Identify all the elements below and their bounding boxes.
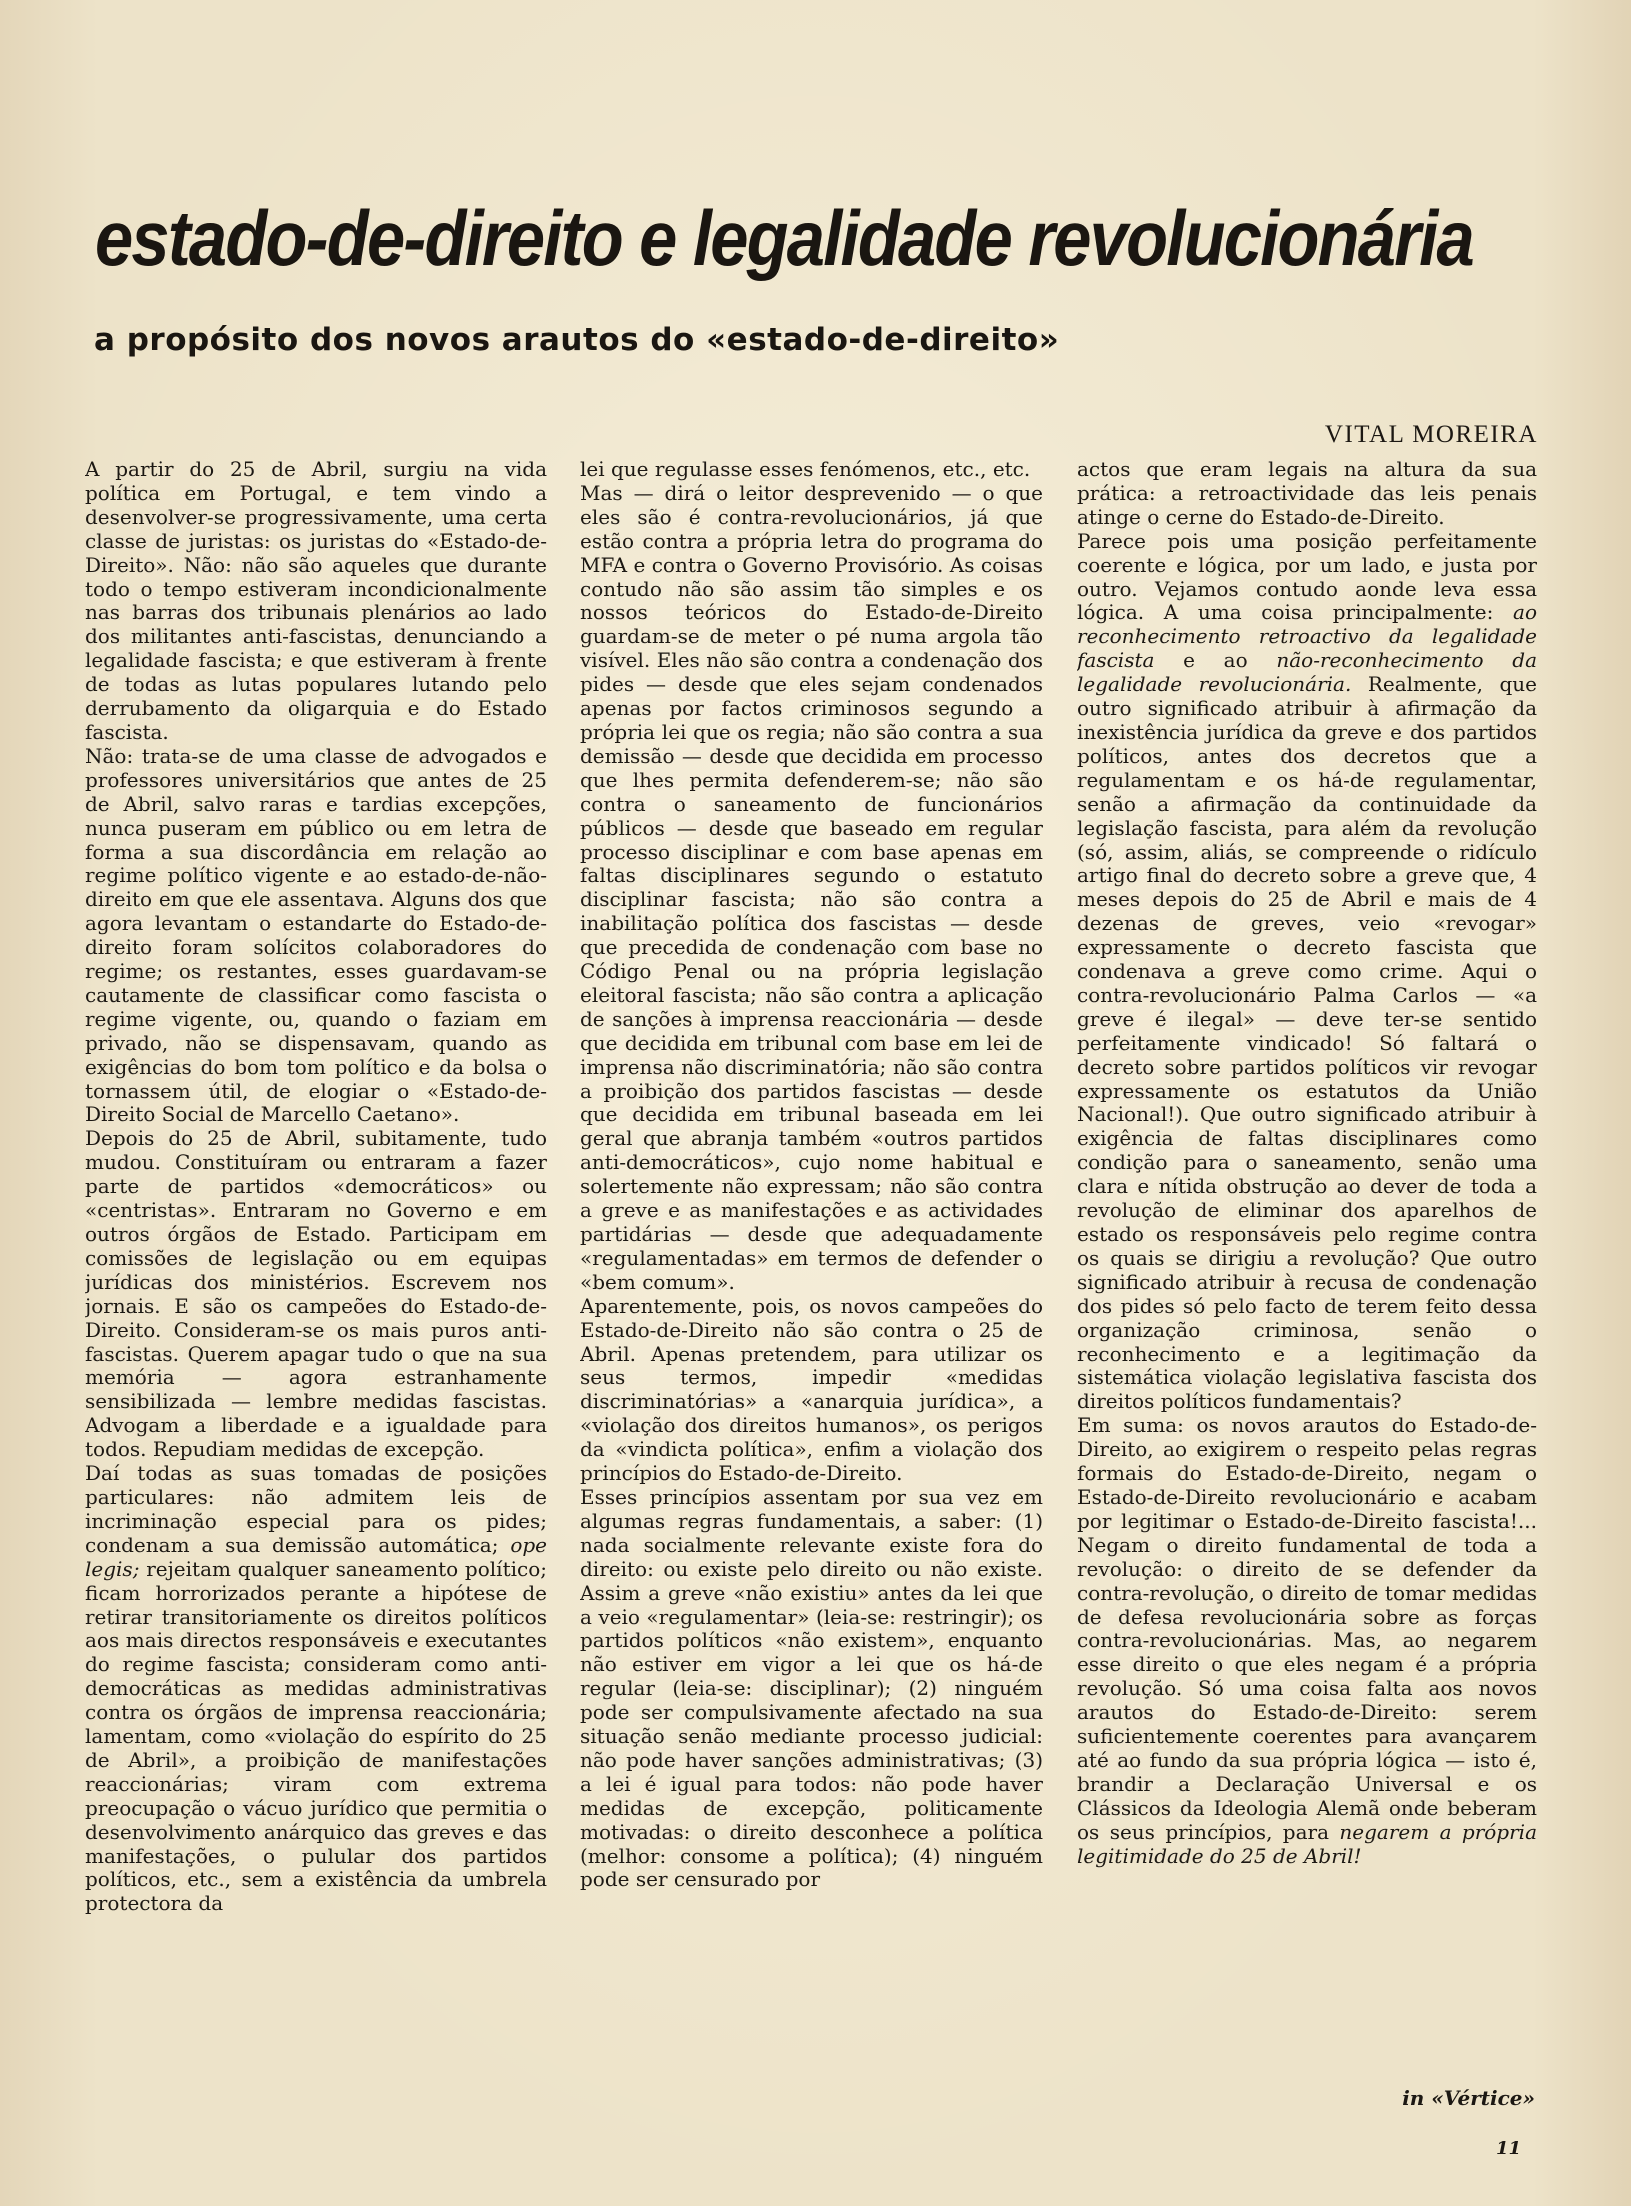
paragraph [580,482,1043,1295]
paragraph [1077,458,1537,530]
paragraph [580,1486,1043,1892]
text-segment: actos que eram legais na altura da sua prática: a retroactividade das leis penais atinge o cerne do Estado-de-Direito. [1077,458,1537,529]
paragraph [85,458,547,745]
text-segment: Mas — dirá o leitor desprevenido — o que eles são é contra-revolucionários, já que estão contra a própria letra do programa do MFA e contra o Governo Provisório. As coisas contudo não são assim tão simples e os nossos teóricos do Estado-de-Direito guardam-se de meter o pé numa argola tão visível. Eles não são contra a condenação dos pides — desde que eles sejam condenados apenas por factos criminosos segundo a própria lei que os regia; não são contra a sua demissão — desde que decidida em processo que lhes permita defenderem-se; não são contra o saneamento de funcionários públicos — desde que baseado em regular processo disciplinar e com base apenas em faltas disciplinares segundo o estatuto disciplinar fascista; não são contra a inabilitação política dos fascistas — desde que precedida de condenação com base no Código Penal ou na própria legislação eleitoral fascista; não são contra a aplicação de sanções à imprensa reaccionária — desde que decidida em tribunal com base em lei de imprensa não discriminatória; não são contra a proibição dos partidos fascistas — desde que decidida em tribunal baseada em lei geral que abranja também «outros partidos anti-democráticos», cujo nome habitual e solertemente não expressam; não são contra a greve e as manifestações e as actividades partidárias — desde que adequadamente «regulamentadas» em termos de defender o «bem comum». [580,480,1043,1294]
article-subtitle: a propósito dos novos arautos do «estado-de-direito» [94,322,1060,358]
text-segment: A partir do 25 de Abril, surgiu na vida política em Portugal, e tem vindo a desenvolver-se progressivamente, uma certa classe de juristas: os juristas do «Estado-de-Direito». Não: não são aqueles que durante todo o tempo estiveram incondicionalmente nas barras dos tribunais plenários ao lado dos militantes anti-fascistas, denunciando a legalidade fascista; e que estiveram à frente de todas as lutas populares lutando pelo derrubamento da oligarquia e do Estado fascista. [85,458,547,744]
paragraph [85,1462,547,1916]
text-segment: lei que regulasse esses fenómenos, etc., etc. [580,458,1031,481]
paragraph [85,1127,547,1462]
paragraph [1077,530,1537,1415]
article-title: estado-de-direito e legalidade revolucionária [95,194,1473,282]
text-segment: e ao [1154,648,1277,673]
paragraph [85,745,547,1128]
text-column-3 [1077,458,1537,2098]
paragraph [580,1295,1043,1486]
italic-text: ope legis; [85,1532,547,1581]
text-segment: Em suma: os novos arautos do Estado-de-Direito, ao exigirem o respeito pelas regras formais do Estado-de-Direito, negam o Estado-de-Direito revolucionário e acabam por legitimar o Estado-de-Direito fascista!... Negam o direito fundamental de toda a revolução: o direito de se defender da contra-revolução, o direito de tomar medidas de defesa revolucionária sobre as forças contra-revolucionárias. Mas, ao negarem esse direito o que eles negam é a própria revolução. Só uma coisa falta aos novos arautos do Estado-de-Direito: serem suficientemente coerentes para avançarem até ao fundo da sua própria lógica — isto é, brandir a Declaração Universal e os Clássicos da Ideologia Alemã onde beberam os seus princípios, para [1077,1413,1537,1844]
text-segment: Não: trata-se de uma classe de advogados e professores universitários que antes de 25 de Abril, salvo raras e tardias excepções, nunca puseram em público ou em letra de forma a sua discordância em relação ao regime político vigente e ao estado-de-não-direito em que ele assentava. Alguns dos que agora levantam o estandarte do Estado-de-direito foram solícitos colaboradores do regime; os restantes, esses guardavam-se cautamente de classificar como fascista o regime vigente, ou, quando o faziam em privado, não se dispensavam, quando as exigências do bom tom político e da bolsa o tornassem útil, de elogiar o «Estado-de-Direito Social de Marcello Caetano». [85,743,547,1127]
paragraph [1077,1414,1537,1868]
text-segment: rejeitam qualquer saneamento político; ficam horrorizados perante a hipótese de retirar transitoriamente os direitos políticos aos mais directos responsáveis e executantes do regime fascista; consideram como anti-democráticas as medidas administrativas contra os órgãos de imprensa reaccionária; lamentam, como «violação do espírito do 25 de Abril», a proibição de manifestações reaccionárias; viram com extrema preocupação o vácuo jurídico que permitia o desenvolvimento anárquico das greves e das manifestações, o pulular dos partidos políticos, etc., sem a existência da umbrela protectora da [85,1556,547,1916]
text-segment: Daí todas as suas tomadas de posições particulares: não admitem leis de incriminação especial para os pides; condenam a sua demissão automática; [85,1461,547,1557]
text-column-1 [85,458,547,2098]
italic-text: não-reconhecimento da legalidade revolucionária. [1077,648,1537,697]
italic-text: ao reconhecimento retroactivo da legalidade fascista [1077,600,1537,673]
text-segment: Aparentemente, pois, os novos campeões do Estado-de-Direito não são contra o 25 de Abril. Apenas pretendem, para utilizar os seus termos, impedir «medidas discriminatórias» a «anarquia jurídica», a «violação dos direitos humanos», os perigos da «vindicta política», enfim a violação dos princípios do Estado-de-Direito. [580,1293,1043,1486]
text-segment: Esses princípios assentam por sua vez em algumas regras fundamentais, a saber: (1) nada socialmente relevante existe fora do direito: ou existe pelo direito ou não existe. Assim a greve «não existiu» antes da lei que a veio «regulamentar» (leia-se: restringir); os partidos políticos «não existem», enquanto não estiver em vigor a lei que os há-de regular (leia-se: disciplinar); (2) ninguém pode ser compulsivamente afectado na sua situação senão mediante processo judicial: não pode haver sanções administrativas; (3) a lei é igual para todos: não pode haver medidas de excepção, politicamente motivadas: o direito desconhece a política (melhor: consome a política); (4) ninguém pode ser censurado por [580,1484,1043,1892]
article-source: in «Vértice» [1402,2086,1535,2110]
article-author: VITAL MOREIRA [1324,421,1538,448]
text-segment: Depois do 25 de Abril, subitamente, tudo mudou. Constituíram ou entraram a fazer parte de partidos «democráticos» ou «centristas». Entraram no Governo e em outros órgãos de Estado. Participam em comissões de legislação ou em equipas jurídicas dos ministérios. Escrevem nos jornais. E são os campeões do Estado-de-Direito. Consideram-se os mais puros anti-fascistas. Querem apagar tudo o que na sua memória — agora estranhamente sensibilizada — lembre medidas fascistas. Advogam a liberdade e a igualdade para todos. Repudiam medidas de excepção. [85,1126,547,1462]
paragraph [580,458,1043,482]
page-number: 11 [1495,2138,1521,2159]
italic-text: negarem a própria legitimidade do 25 de Abril! [1077,1819,1537,1868]
text-segment: Parece pois uma posição perfeitamente coerente e lógica, por um lado, e justa por outro. Vejamos contudo aonde leva essa lógica. A uma coisa principalmente: [1077,528,1537,625]
text-segment: Realmente, que outro significado atribuir à afirmação da inexistência jurídica da greve e dos partidos políticos, antes dos decretos que a regulamentam e os há-de regulamentar, senão a afirmação da continuidade da legislação fascista, para além da revolução (só, assim, aliás, se compreende o ridículo artigo final do decreto sobre a greve que, 4 meses depois do 25 de Abril e mais de 4 dezenas de greves, veio «revogar» expressamente o decreto fascista que condenava a greve como crime. Aqui o contra-revolucionário Palma Carlos — «a greve é ilegal» — deve ter-se sentido perfeitamente vindicado! Só faltará o decreto sobre partidos políticos vir revogar expressamente os estatutos da União Nacional!). Que outro significado atribuir à exigência de faltas disciplinares como condição para o saneamento, senão uma clara e nítida obstrução ao dever de toda a revolução de eliminar dos aparelhos de estado os responsáveis pelo regime contra os quais se dirigiu a revolução? Que outro significado atribuir à recusa de condenação dos pides só pelo facto de terem feito dessa organização criminosa, senão o reconhecimento e a legitimação da sistemática violação legislativa fascista dos direitos políticos fundamentais? [1077,672,1537,1414]
text-column-2 [580,458,1043,2098]
